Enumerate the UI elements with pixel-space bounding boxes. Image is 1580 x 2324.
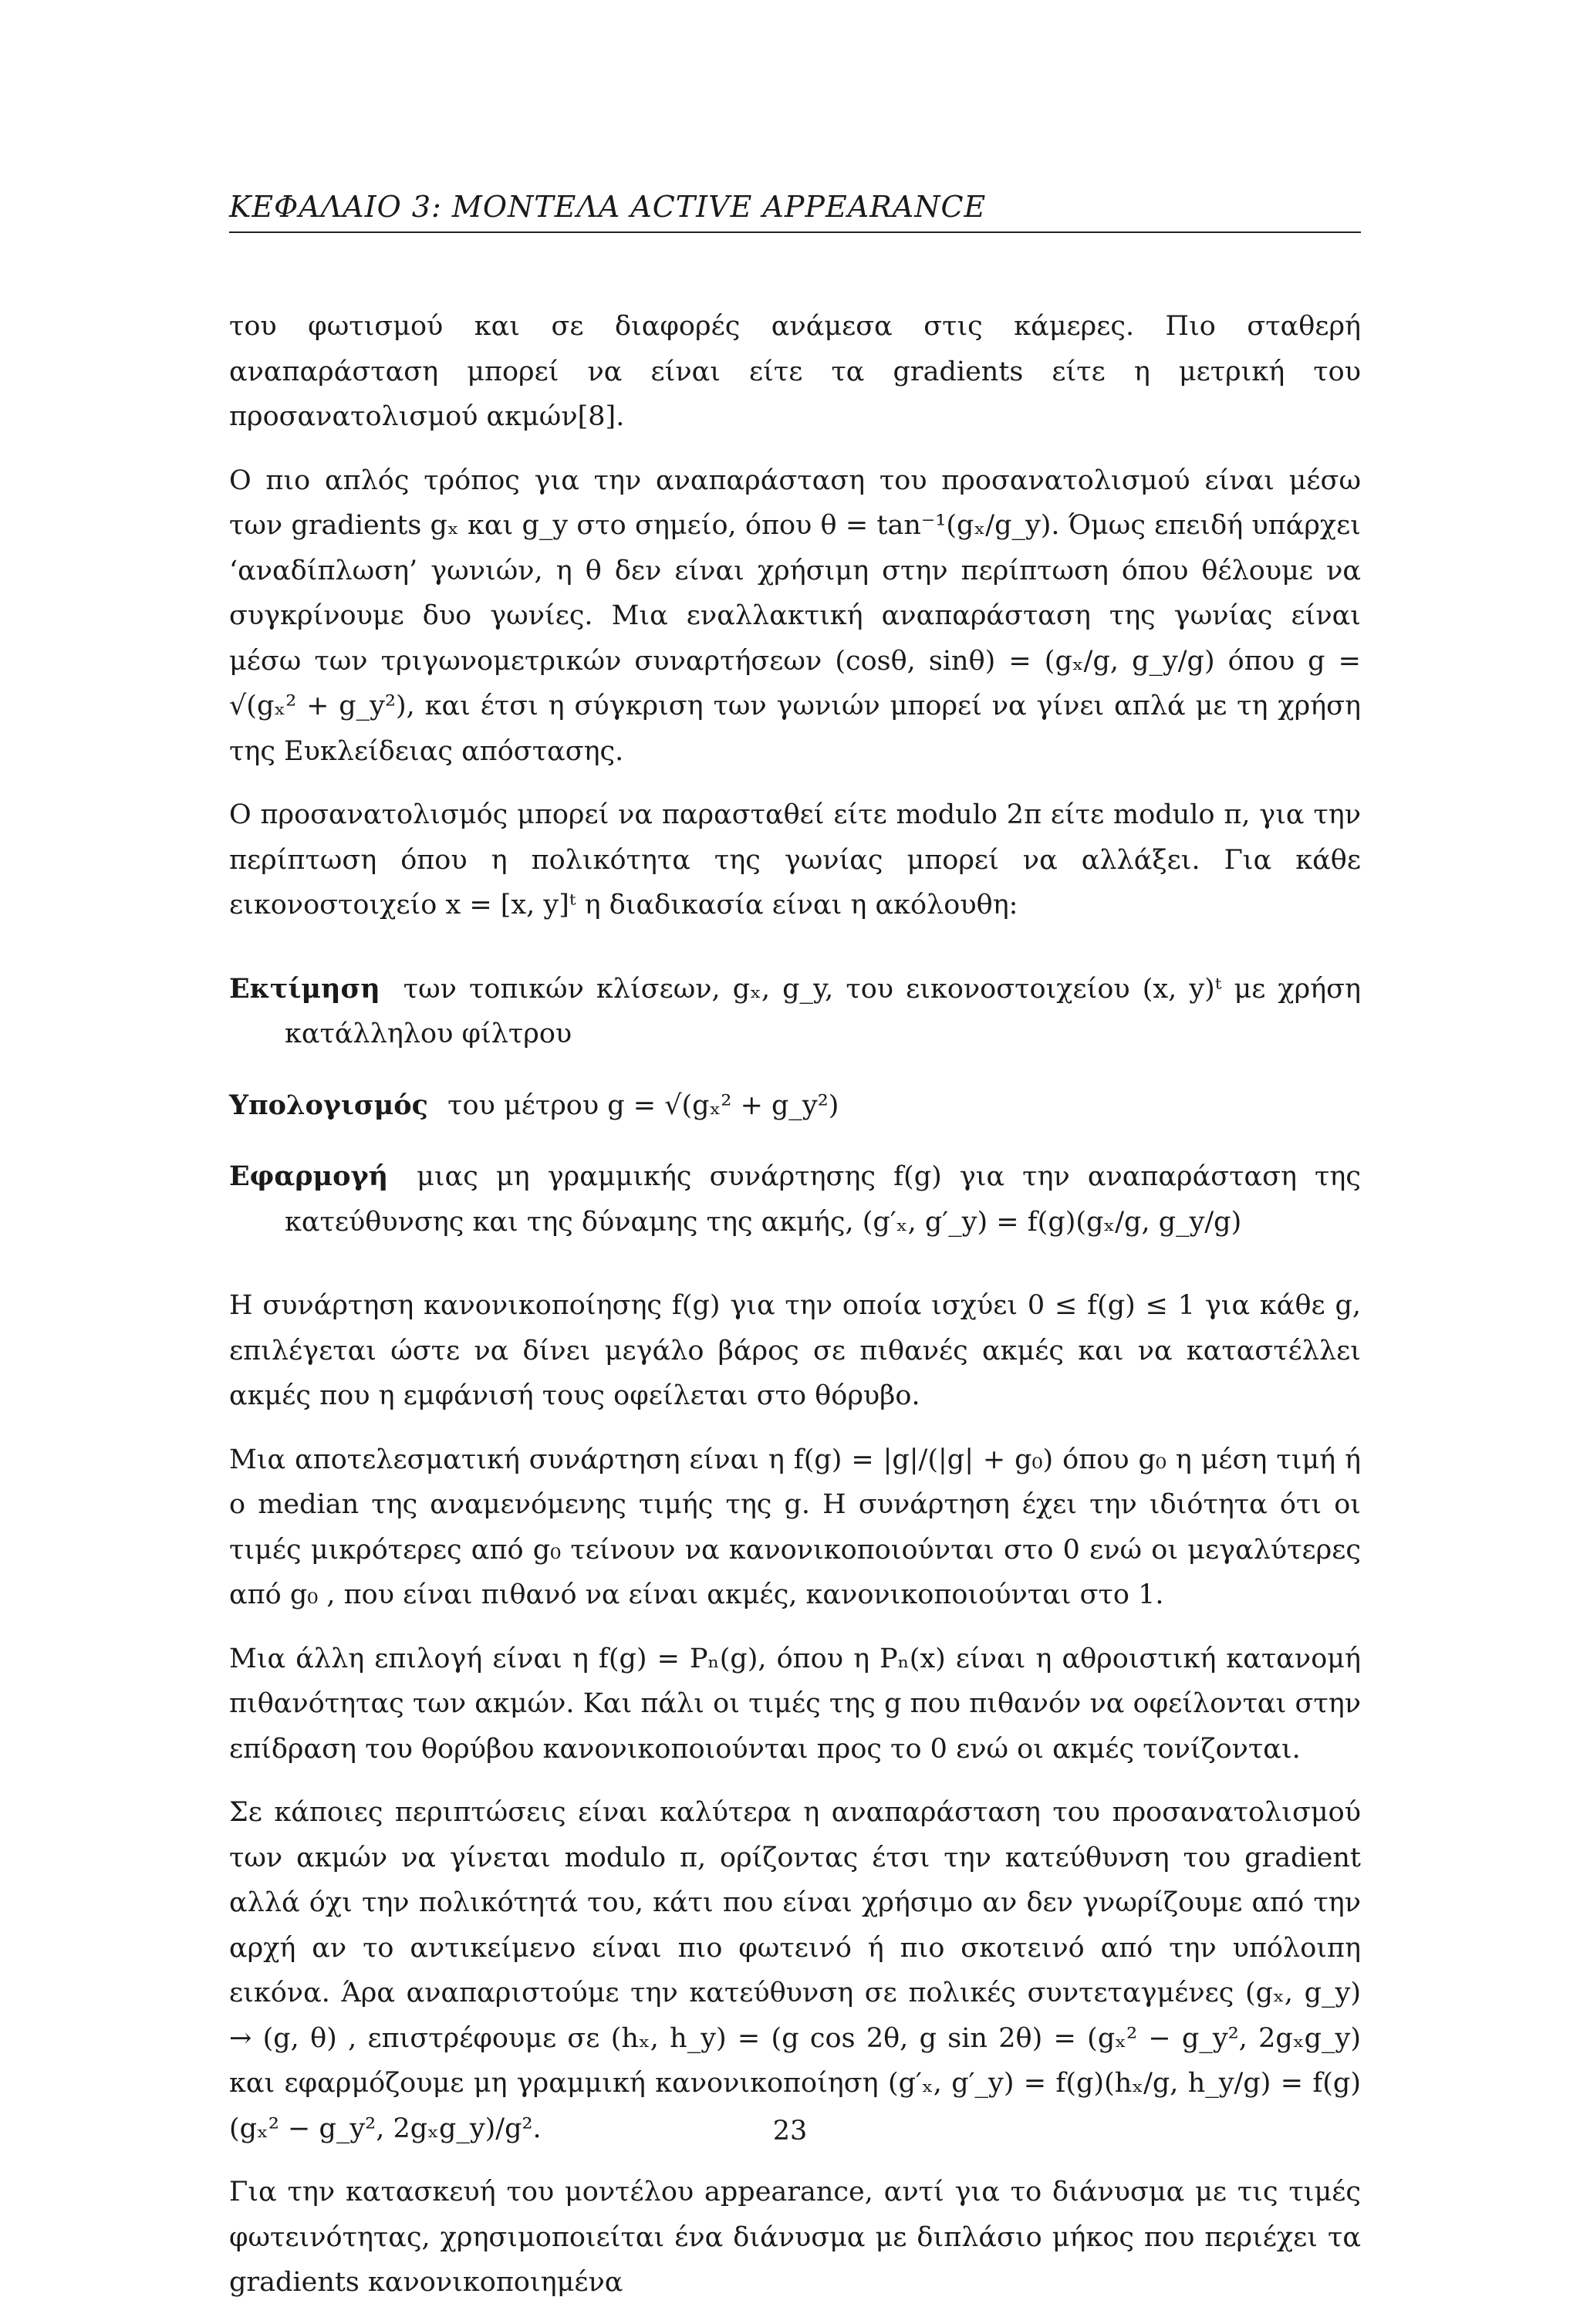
paragraph-6: Μια άλλη επιλογή είναι η f(g) = Pₙ(g), όπου η Pₙ(x) είναι η αθροιστική κατανομή πιθανότητας των ακμών. Και πάλι οι τιμές της g που πιθανόν να οφείλονται στην επίδραση του θορύβου κανονικοποιούνται προς το 0 ενώ οι ακμές τονίζονται. [229, 1643, 1361, 1765]
paragraph-1: του φωτισμού και σε διαφορές ανάμεσα στις κάμερες. Πιο σταθερή αναπαράσταση μπορεί να είναι είτε τα gradients είτε η μετρική του προσανατολισμού ακμών[8]. [229, 311, 1361, 432]
procedure-item-estimation [229, 967, 1361, 1057]
procedure-term: Εκτίμηση [229, 972, 380, 1005]
paragraph-7: Σε κάποιες περιπτώσεις είναι καλύτερα η αναπαράσταση του προσανατολισμού των ακμών να γίνεται modulo π, ορίζοντας έτσι την κατεύθυνση του gradient αλλά όχι την πολικότητά του, κάτι που είναι χρήσιμο αν δεν γνωρίζουμε από την αρχή αν το αντικείμενο είναι πιο φωτεινό ή πιο σκοτεινό από την υπόλοιπη εικόνα. Άρα αναπαριστούμε την κατεύθυνση σε πολικές συντεταγμένες (gₓ, g_y) → (g, θ) , επιστρέφουμε σε (hₓ, h_y) = (g cos 2θ, g sin 2θ) = (gₓ² − g_y², 2gₓg_y) και εφαρμόζουμε μη γραμμική κανονικοποίηση (g′ₓ, g′_y) = f(g)(hₓ/g, h_y/g) = f(g)(gₓ² − g_y², 2gₓg_y)/g². [229, 1797, 1361, 2144]
page-number: 23 [772, 2116, 808, 2147]
running-head: ΚΕΦΑΛΑΙΟ 3: ΜΟΝΤΕΛΑ ACTIVE APPEARANCE [229, 190, 1361, 233]
procedure-item-computation [229, 1083, 1361, 1129]
procedure-item-application [229, 1154, 1361, 1245]
paragraph-4: Η συνάρτηση κανονικοποίησης f(g) για την οποία ισχύει 0 ≤ f(g) ≤ 1 για κάθε g, επιλέγεται ώστε να δίνει μεγάλο βάρος σε πιθανές ακμές και να καταστέλλει ακμές που η εμφάνισή τους οφείλεται στο θόρυβο. [229, 1290, 1361, 1411]
paragraph-5: Μια αποτελεσματική συνάρτηση είναι η f(g) = |g|/(|g| + g₀) όπου g₀ η μέση τιμή ή ο median της αναμενόμενης τιμής της g. Η συνάρτηση έχει την ιδιότητα ότι οι τιμές μικρότερες από g₀ τείνουν να κανονικοποιούνται στο 0 ενώ οι μεγαλύτερες από g₀ , που είναι πιθανό να είναι ακμές, κανονικοποιούνται στο 1. [229, 1444, 1361, 1610]
paragraph-2: Ο πιο απλός τρόπος για την αναπαράσταση του προσανατολισμού είναι μέσω των gradients gₓ και g_y στο σημείο, όπου θ = tan⁻¹(gₓ/g_y). Όμως επειδή υπάρχει ‘αναδίπλωση’ γωνιών, η θ δεν είναι χρήσιμη στην περίπτωση όπου θέλουμε να συγκρίνουμε δυο γωνίες. Μια εναλλακτική αναπαράσταση της γωνίας είναι μέσω των τριγωνομετρικών συναρτήσεων (cosθ, sinθ) = (gₓ/g, g_y/g) όπου g = √(gₓ² + g_y²), και έτσι η σύγκριση των γωνιών μπορεί να γίνει απλά με τη χρήση της Ευκλείδειας απόστασης. [229, 464, 1361, 767]
paragraph-3: Ο προσανατολισμός μπορεί να παρασταθεί είτε modulo 2π είτε modulo π, για την περίπτωση όπου η πολικότητα της γωνίας μπορεί να αλλάξει. Για κάθε εικονοστοιχείο x = [x, y]ᵗ η διαδικασία είναι η ακόλουθη: [229, 799, 1361, 920]
body-text [229, 304, 1361, 2324]
procedure-list [229, 967, 1361, 1245]
paragraph-8: Για την κατασκευή του μοντέλου appearance, αντί για το διάνυσμα με τις τιμές φωτεινότητας, χρησιμοποιείται ένα διάνυσμα με διπλάσιο μήκος που περιέχει τα gradients κανονικοποιημένα [229, 2177, 1361, 2298]
procedure-text: μιας μη γραμμικής συνάρτησης f(g) για την αναπαράσταση της κατεύθυνσης και της δύναμης της ακμής, (g′ₓ, g′_y) = f(g)(gₓ/g, g_y/g) [285, 1161, 1361, 1238]
procedure-text: των τοπικών κλίσεων, gₓ, g_y, του εικονοστοιχείου (x, y)ᵗ με χρήση κατάλληλου φίλτρου [285, 973, 1361, 1049]
procedure-term: Υπολογισμός [229, 1089, 428, 1121]
procedure-term: Εφαρμογή [229, 1160, 389, 1192]
procedure-text: του μέτρου g = √(gₓ² + g_y²) [447, 1089, 839, 1121]
